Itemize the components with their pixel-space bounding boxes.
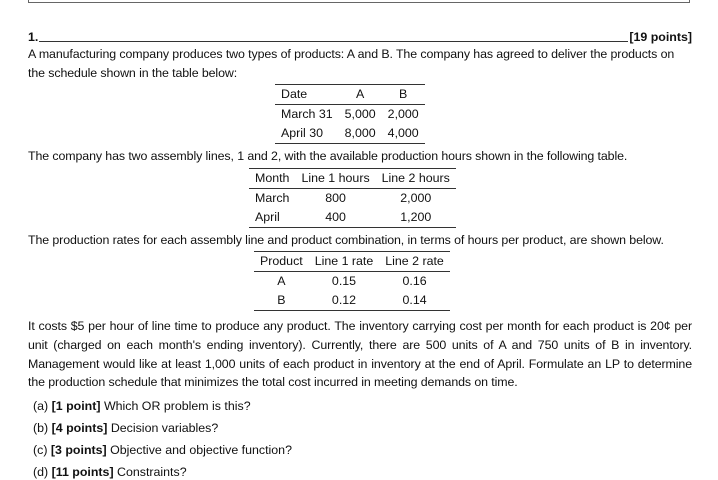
problem-points: [19 points] xyxy=(629,30,692,44)
col-month: Month xyxy=(249,168,295,188)
rates-table xyxy=(254,251,450,311)
table-row xyxy=(254,291,450,311)
cell: A xyxy=(277,274,286,289)
cell: 2,000 xyxy=(400,190,432,205)
col-line2-rate: Line 2 rate xyxy=(379,252,450,272)
cell: 0.15 xyxy=(331,274,357,289)
cell: March xyxy=(255,190,290,205)
question-label: (c) xyxy=(33,442,48,457)
cell: March 31 xyxy=(281,107,333,122)
delivery-table xyxy=(275,84,425,144)
cell: B xyxy=(254,291,309,311)
cell: 1,200 xyxy=(376,208,456,228)
question-b xyxy=(33,420,692,436)
question-text: Decision variables? xyxy=(110,420,219,435)
col-b: B xyxy=(382,85,425,105)
cell: 0.16 xyxy=(402,274,427,289)
table-row xyxy=(275,124,425,144)
table-row xyxy=(249,208,456,228)
question-points: [4 points] xyxy=(51,420,108,435)
rates-paragraph: The production rates for each assembly line and product combination, in terms of hours per product, are shown below. xyxy=(28,232,664,247)
table-row xyxy=(249,188,456,208)
cell: 0.14 xyxy=(379,291,450,311)
col-a: A xyxy=(339,85,382,105)
cell: 5,000 xyxy=(344,107,376,122)
question-points: [11 points] xyxy=(51,464,114,479)
cell: April 30 xyxy=(275,124,339,144)
problem-header xyxy=(28,29,692,45)
cell: 800 xyxy=(325,190,346,205)
header-rule xyxy=(39,41,628,42)
cost-paragraph: It costs $5 per hour of line time to produce any product. The inventory carrying cost per month for each product is 20¢ per unit (charged on each month's ending inventory). Currently, there are 500 units of A and 750 units of B in inventory. Management would like at least 1,000 units of each product in inventory at the end of April. Formulate an LP to determine the production schedule that minimizes the total cost incurred in meeting demands on time. xyxy=(28,319,692,390)
cell: 2,000 xyxy=(387,107,419,122)
table-row xyxy=(254,272,450,292)
intro-paragraph: A manufacturing company produces two types of products: A and B. The company has agreed to deliver the products on the schedule shown in the table below: xyxy=(28,47,675,80)
col-line2: Line 2 hours xyxy=(376,168,456,188)
question-text: Constraints? xyxy=(117,464,187,479)
question-label: (b) xyxy=(33,420,49,435)
col-line1-rate: Line 1 rate xyxy=(309,252,380,272)
cell: 4,000 xyxy=(382,124,425,144)
problem-number: 1. xyxy=(28,30,39,44)
assembly-paragraph: The company has two assembly lines, 1 and 2, with the available production hours shown in the following table. xyxy=(28,149,628,164)
col-product: Product xyxy=(254,252,309,272)
question-text: Which OR problem is this? xyxy=(103,398,251,413)
question-label: (a) xyxy=(33,398,49,413)
cell: 8,000 xyxy=(339,124,382,144)
cell: 400 xyxy=(295,208,375,228)
question-c xyxy=(33,442,692,458)
hours-table xyxy=(249,168,456,228)
question-label: (d) xyxy=(33,464,49,479)
question-points: [1 point] xyxy=(51,398,101,413)
question-points: [3 points] xyxy=(50,442,107,457)
question-d xyxy=(33,464,692,480)
col-line1: Line 1 hours xyxy=(295,168,375,188)
cell: April xyxy=(249,208,295,228)
cell: 0.12 xyxy=(309,291,380,311)
question-text: Objective and objective function? xyxy=(110,442,292,457)
table-row xyxy=(275,105,425,125)
col-date: Date xyxy=(275,85,339,105)
question-a xyxy=(33,398,692,414)
